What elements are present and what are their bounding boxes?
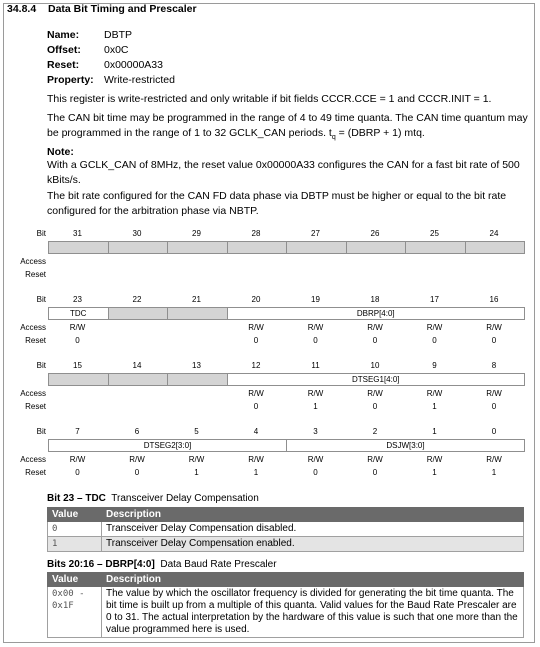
bit-number: 25 [430,229,439,238]
reserved-field [227,241,288,254]
note-text: With a GCLK_CAN of 8MHz, the reset value 0x00000A33 configures the CAN for a fast bit rate of 500 kBits/s. [47,159,520,186]
access-value: R/W [248,389,264,398]
reserved-field [108,373,169,386]
reset-value: 0 [372,336,378,345]
reserved-field [167,307,228,320]
reset-label: Reset [25,336,46,345]
bit-number: 10 [370,361,380,370]
access-value: R/W [69,455,86,464]
write-restricted-paragraph: This register is write-restricted and only writable if bit fields CCCR.CCE = 1 and CCCR.INIT = 1. [47,93,492,105]
bit-label: Bit [36,427,46,436]
dbrp-heading: Bits 20:16 – DBRP[4:0] Data Baud Rate Prescaler [47,559,277,570]
reset-value: 0 [253,402,259,411]
access-value: R/W [188,455,205,464]
bit-number: 1 [432,427,437,436]
reset-label: Reset [25,468,46,477]
bit-number: 0 [491,427,497,436]
info-offset-row: Offset: 0x0C [47,44,129,56]
access-value: R/W [426,455,443,464]
reset-value: 0 [75,336,80,345]
bit-number: 22 [132,295,142,304]
reserved-field [167,373,228,386]
reset-label: Reset [25,270,46,279]
table-row: 0x00 - 0x1F The value by which the oscillator frequency is divided for generating the bit time quanta. The bit time is built up from a multiple of this quanta. Valid values for the Baud Rate Prescaler are 0 to 31. The actual interpretation by the hardware of this value is such that one more than the value programmed here is used. [48,587,524,638]
bit-number: 17 [430,295,439,304]
bit-number: 26 [370,229,380,238]
access-value: R/W [307,389,324,398]
bit-number: 3 [313,427,318,436]
reset-value: 1 [194,468,199,477]
table-row: 1 Transceiver Delay Compensation enabled. [48,537,524,552]
reserved-field [108,241,169,254]
bit-number: 20 [251,295,261,304]
table-row: 0 Transceiver Delay Compensation disabled. [48,522,524,537]
access-label: Access [20,455,46,464]
reset-label: Reset [25,402,46,411]
field-dtseg2-3-0: DTSEG2[3:0] [48,439,287,452]
reserved-field [48,373,109,386]
section-number: 34.8.4 [7,3,37,15]
info-reset-row: Reset: 0x00000A33 [47,59,163,71]
reserved-field [465,241,526,254]
access-value: R/W [486,389,502,398]
field-dtseg1-4-0: DTSEG1[4:0] [227,373,526,386]
reset-value: 0 [134,468,140,477]
reset-value: 0 [372,468,378,477]
bit-time-paragraph: The CAN bit time may be programmed in the range of 4 to 49 time quanta. The CAN time quantum may be programmed in the range of 1 to 32 GCLK_CAN periods. $t_q$ = (DBRP + 1) mtq. [47,112,528,142]
reset-value: 1 [432,402,437,411]
bit-number: 18 [370,295,380,304]
register-name: DBTP [104,29,133,41]
access-value: R/W [426,389,443,398]
bit-rate-paragraph: The bit rate configured for the CAN FD data phase via DBTP must be higher or equal to the bit rate configured for the arbitration phase via NBTP. [47,190,507,217]
bit-number: 21 [192,295,201,304]
reset-value: 0 [372,402,378,411]
access-value: R/W [426,323,443,332]
field-dbrp-4-0: DBRP[4:0] [227,307,526,320]
access-value: R/W [129,455,145,464]
access-value: R/W [248,323,264,332]
section-title: Data Bit Timing and Prescaler [48,3,197,15]
info-name-row: Name: DBTP [47,29,133,41]
reset-value: 1 [253,468,259,477]
reserved-field [167,241,228,254]
access-value: R/W [486,455,502,464]
register-offset: 0x0C [104,44,129,56]
reset-value: 0 [253,336,259,345]
reset-value: 1 [313,402,318,411]
reserved-field [48,241,109,254]
dbrp-value-table [47,572,524,638]
reset-value: 0 [313,468,318,477]
access-label: Access [20,389,46,398]
table-header: Value Description [48,573,524,587]
reserved-field [405,241,466,254]
register-reset: 0x00000A33 [104,59,163,71]
reset-value: 0 [313,336,318,345]
bit-number: 6 [134,427,140,436]
reset-value: 0 [432,336,437,345]
reserved-field [346,241,407,254]
access-value: R/W [367,323,383,332]
access-label: Access [20,257,46,266]
field-dsjw-3-0: DSJW[3:0] [286,439,525,452]
bit-label: Bit [36,361,46,370]
reset-value: 1 [432,468,437,477]
reset-value: 0 [75,468,80,477]
access-value: R/W [69,323,86,332]
tdc-heading: Bit 23 – TDC Transceiver Delay Compensation [47,493,259,504]
bit-number: 9 [432,361,437,370]
bit-number: 4 [253,427,259,436]
reset-value: 1 [491,468,497,477]
bit-number: 27 [311,229,320,238]
bit-number: 28 [251,229,261,238]
bit-number: 30 [132,229,142,238]
bit-number: 31 [73,229,82,238]
bit-label: Bit [36,229,46,238]
note-title: Note: [47,146,74,158]
bit-number: 7 [75,427,80,436]
bit-number: 12 [251,361,261,370]
bit-number: 14 [132,361,142,370]
access-value: R/W [367,389,383,398]
reserved-field [108,307,169,320]
register-property: Write-restricted [104,74,175,86]
access-value: R/W [486,323,502,332]
reset-value: 0 [491,336,497,345]
register-byte-1 [6,295,526,363]
access-value: R/W [367,455,383,464]
access-value: R/W [307,455,324,464]
register-info [47,28,175,88]
bit-number: 5 [194,427,199,436]
bit-number: 19 [311,295,320,304]
access-value: R/W [248,455,264,464]
register-byte-2 [6,361,526,429]
bit-number: 24 [489,229,499,238]
section-heading [7,3,197,15]
bit-number: 29 [192,229,201,238]
reserved-field [286,241,347,254]
register-byte-3 [6,427,526,495]
bit-number: 8 [491,361,497,370]
bit-number: 15 [73,361,82,370]
access-label: Access [20,323,46,332]
bit-number: 11 [311,361,320,370]
bit-number: 23 [73,295,82,304]
bit-number: 16 [489,295,499,304]
reset-value: 0 [491,402,497,411]
bit-label: Bit [36,295,46,304]
tdc-value-table [47,507,524,552]
field-tdc: TDC [48,307,109,320]
bit-number: 2 [372,427,378,436]
access-value: R/W [307,323,324,332]
register-byte-0 [6,229,526,297]
info-property-row: Property: Write-restricted [47,74,175,86]
table-header: Value Description [48,508,524,522]
bit-number: 13 [192,361,201,370]
